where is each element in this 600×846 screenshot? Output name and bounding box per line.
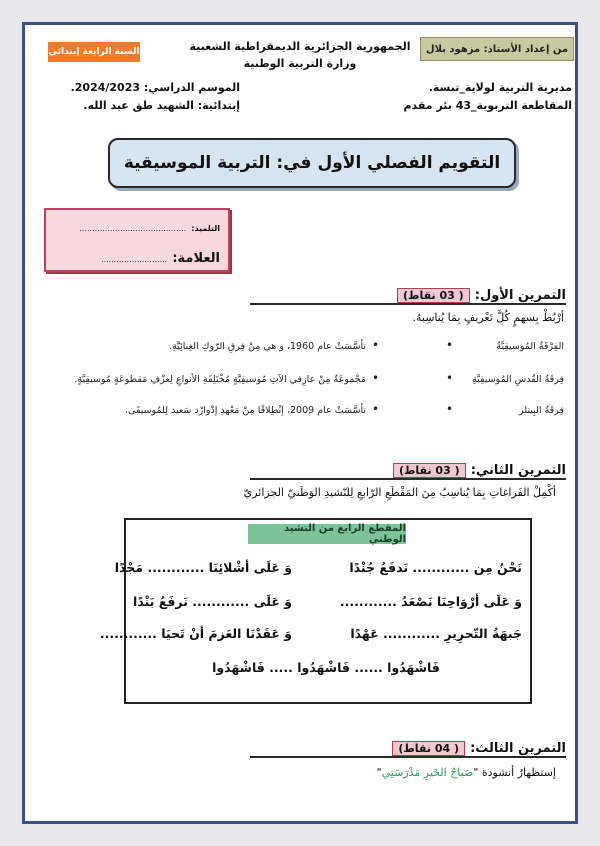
- exercise2-underline: [250, 478, 566, 480]
- grade-field[interactable]: ..........................: [101, 255, 168, 264]
- anthem-line3-right[interactable]: جَبهَةُ التّحرِيرِ ............ عَهْدًا: [350, 626, 522, 641]
- anthem-box-title: المقطع الرابع من النشيد الوطني: [248, 524, 406, 544]
- exercise2-instruction: أكْمِلْ الفَراغاتِ بِمَا يُناسِبُ مِنَ المَقْطَعِ الرّابعِ لِلنّشيدِ الوَطَنيّ الجزائريّ: [243, 486, 556, 499]
- ministry-title: وزارة التربية الوطنية: [243, 57, 357, 70]
- level-tag: السنة الرابعة إبتدائي: [48, 42, 140, 62]
- exercise1-header: [393, 284, 566, 303]
- student-label: التلميذ:: [191, 224, 220, 233]
- match-dot-right-2[interactable]: •: [446, 371, 454, 385]
- match-right-2: فِرقَةُ القُدسِ المُوسيقِيَّةِ: [472, 374, 564, 385]
- republic-title: الجمهورية الجزائرية الديمقراطية الشعبية: [189, 40, 411, 53]
- match-left-3: تأسَّسَتْ عام 2009، إنْطِلاقًا مِنْ مَعْهدِ إدْوارْد سَعيد لِلمُوسيقَى.: [124, 405, 366, 416]
- match-right-1: الفِرْقَةُ المُوسيقِيَّةُ: [496, 341, 564, 352]
- exercise3-instruction: [377, 766, 556, 779]
- directorate-text: مديرية التربية لولاية_تبسة.: [428, 81, 572, 94]
- anthem-line2-right[interactable]: وَ عَلَى أرْوَاحِنَا نَصْعَدُ ............: [339, 594, 522, 609]
- exercise1-title: التمرين الأول:: [474, 288, 566, 303]
- exercise3-points: ( 04 نقاط): [392, 741, 465, 756]
- exercise3-header: [388, 737, 566, 756]
- match-dot-right-3[interactable]: •: [446, 402, 454, 416]
- exercise1-points: ( 03 نقاط): [397, 288, 470, 303]
- exercise3-instruction-prefix: إستظهارُ أنشودة ": [473, 766, 556, 779]
- exercise3-title: التمرين الثالث:: [470, 741, 566, 756]
- student-info-box: [44, 208, 230, 272]
- anthem-box: [124, 518, 532, 704]
- anthem-line3-left[interactable]: وَ عَقَدْنَا العَزمَ أنْ تَحيَا ............: [99, 626, 292, 641]
- match-dot-left-3[interactable]: •: [372, 402, 380, 416]
- season-text: الموسم الدراسي: 2024/2023.: [70, 81, 240, 94]
- exercise3-underline: [250, 756, 566, 758]
- anthem-line1-right[interactable]: نَحْنُ مِن ............ نَدفَعُ جُنْدًا: [349, 560, 522, 575]
- anthem-line1-left[interactable]: وَ عَلَى أشْلائِنَا ............ مَجْدًا: [114, 560, 292, 575]
- exercise2-header: [389, 459, 566, 478]
- page-title: التقويم الفصلي الأول في: التربية الموسيقية: [108, 138, 516, 188]
- school-text: إبتدائية: الشهيد طق عبد الله.: [83, 99, 240, 112]
- song-name: صَباحُ الخَيرِ مَدْرَسَتِي: [381, 766, 474, 779]
- match-left-1: تأسَّسَتْ عام 1960، و هي مِنْ فِرقِ الرّوكِ الغِنائِيَّةِ.: [169, 341, 366, 352]
- anthem-final-line[interactable]: فَاشْهَدُوا ...... فَاشْهَدُوا ..... فَاشْهَدُوا: [212, 660, 440, 675]
- match-dot-left-2[interactable]: •: [372, 371, 380, 385]
- anthem-line2-left[interactable]: وَ عَلَى ............ نَرفَعُ بَنْدًا: [133, 594, 292, 609]
- exercise1-underline: [250, 303, 566, 305]
- exercise2-title: التمرين الثاني:: [470, 463, 566, 478]
- match-right-3: فِرقَةُ البِيتلز: [519, 405, 564, 416]
- grade-label: العلامة:: [172, 251, 220, 266]
- district-text: المقاطعة التربوية_43 بئر مقدم: [403, 99, 572, 112]
- exercise2-points: ( 03 نقاط): [393, 463, 466, 478]
- student-name-field[interactable]: ..........................................: [79, 224, 187, 233]
- match-dot-left-1[interactable]: •: [372, 338, 380, 352]
- match-dot-right-1[interactable]: •: [446, 338, 454, 352]
- exercise1-instruction: أرْبُطْ بِسهمٍ كُلَّ تَعْريفٍ بِمَا يُناسِبهُ.: [412, 311, 564, 324]
- exercise3-instruction-suffix: ": [376, 766, 382, 779]
- match-left-2: مَجْموعَةٌ مِنْ عازِفي الآتِ مُوسيقِيَّةٍ مُخْتَلِفَةِ الأنواعِ لِعزْفِ مَقطوعَةٍ مُوسيقِيَّةٍ.: [74, 374, 366, 385]
- teacher-tag: من إعداد الأستاذ: مزهود بلال: [420, 37, 574, 61]
